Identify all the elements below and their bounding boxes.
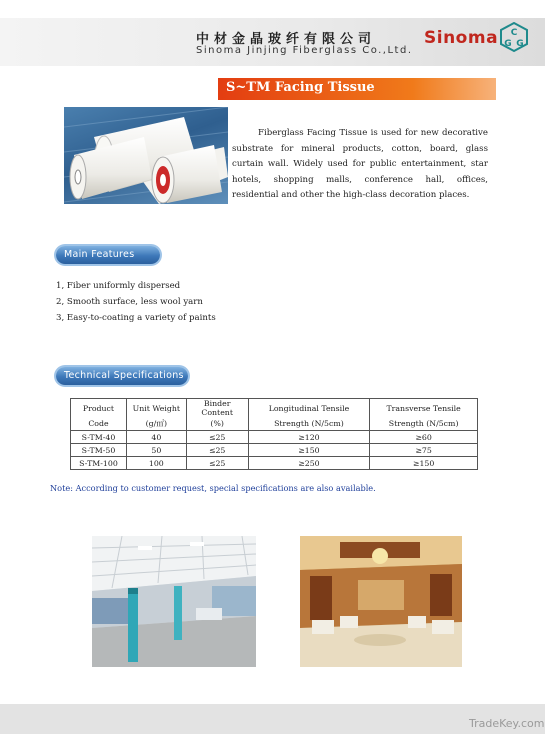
table-header-cell: Strength (N/5cm) (248, 417, 370, 431)
intro-paragraph: Fiberglass Facing Tissue is used for new decorative substrate for mineral products, cotton, board, glass curtain wall. Widely used for public entertainment, star hotels, shopping malls, conference hall, offices, residential and other the high-class decoration places. (232, 128, 488, 200)
product-photo (64, 107, 228, 204)
table-header-cell: Binder Content (186, 399, 248, 418)
sinoma-logo-text: Sinoma (424, 28, 499, 48)
table-header-cell: Strength (N/5cm) (370, 417, 478, 431)
table-header-cell: Transverse Tensile (370, 399, 478, 418)
table-cell: ≥150 (248, 444, 370, 457)
table-header-cell: Product (71, 399, 127, 418)
table-cell: ≥60 (370, 431, 478, 444)
table-row (71, 431, 478, 444)
svg-text:G: G (504, 39, 512, 49)
table-cell: 50 (126, 444, 186, 457)
feature-item: 3, Easy-to-coating a variety of paints (56, 313, 216, 323)
table-header-cell: Unit Weight (126, 399, 186, 418)
table-header-cell: (%) (186, 417, 248, 431)
table-cell: S-TM-40 (71, 431, 127, 444)
feature-item: 1, Fiber uniformly dispersed (56, 281, 181, 291)
company-name-chinese: 中材金晶玻纤有限公司 (196, 32, 377, 47)
table-row (71, 444, 478, 457)
spec-note: Note: According to customer request, special specifications are also available. (50, 483, 376, 493)
tech-specs-heading: Technical Specifications (64, 370, 184, 381)
main-features-heading: Main Features (64, 249, 135, 260)
table-cell: ≥250 (248, 457, 370, 470)
table-cell: S-TM-50 (71, 444, 127, 457)
hotel-lounge-photo (300, 536, 462, 667)
table-header-row (71, 417, 478, 431)
tradekey-watermark: TradeKey.com (469, 717, 545, 730)
table-cell: ≤25 (186, 457, 248, 470)
page-title: S~TM Facing Tissue (226, 80, 375, 95)
sinoma-logo-icon (499, 22, 529, 58)
table-cell: 40 (126, 431, 186, 444)
table-header-row (71, 399, 478, 418)
feature-item: 2, Smooth surface, less wool yarn (56, 297, 203, 307)
spec-table (70, 398, 478, 470)
table-cell: 100 (126, 457, 186, 470)
table-cell: S-TM-100 (71, 457, 127, 470)
company-name-english: Sinoma Jinjing Fiberglass Co.,Ltd. (196, 45, 413, 56)
office-photo (92, 536, 256, 667)
table-cell: ≥150 (370, 457, 478, 470)
table-header-cell: (g/㎡) (126, 417, 186, 431)
svg-text:C: C (510, 28, 518, 38)
svg-text:G: G (516, 39, 524, 49)
table-row (71, 457, 478, 470)
footer-band (0, 704, 545, 734)
table-header-cell: Longitudinal Tensile (248, 399, 370, 418)
table-cell: ≥120 (248, 431, 370, 444)
table-cell: ≤25 (186, 431, 248, 444)
table-cell: ≤25 (186, 444, 248, 457)
table-cell: ≥75 (370, 444, 478, 457)
table-header-cell: Code (71, 417, 127, 431)
